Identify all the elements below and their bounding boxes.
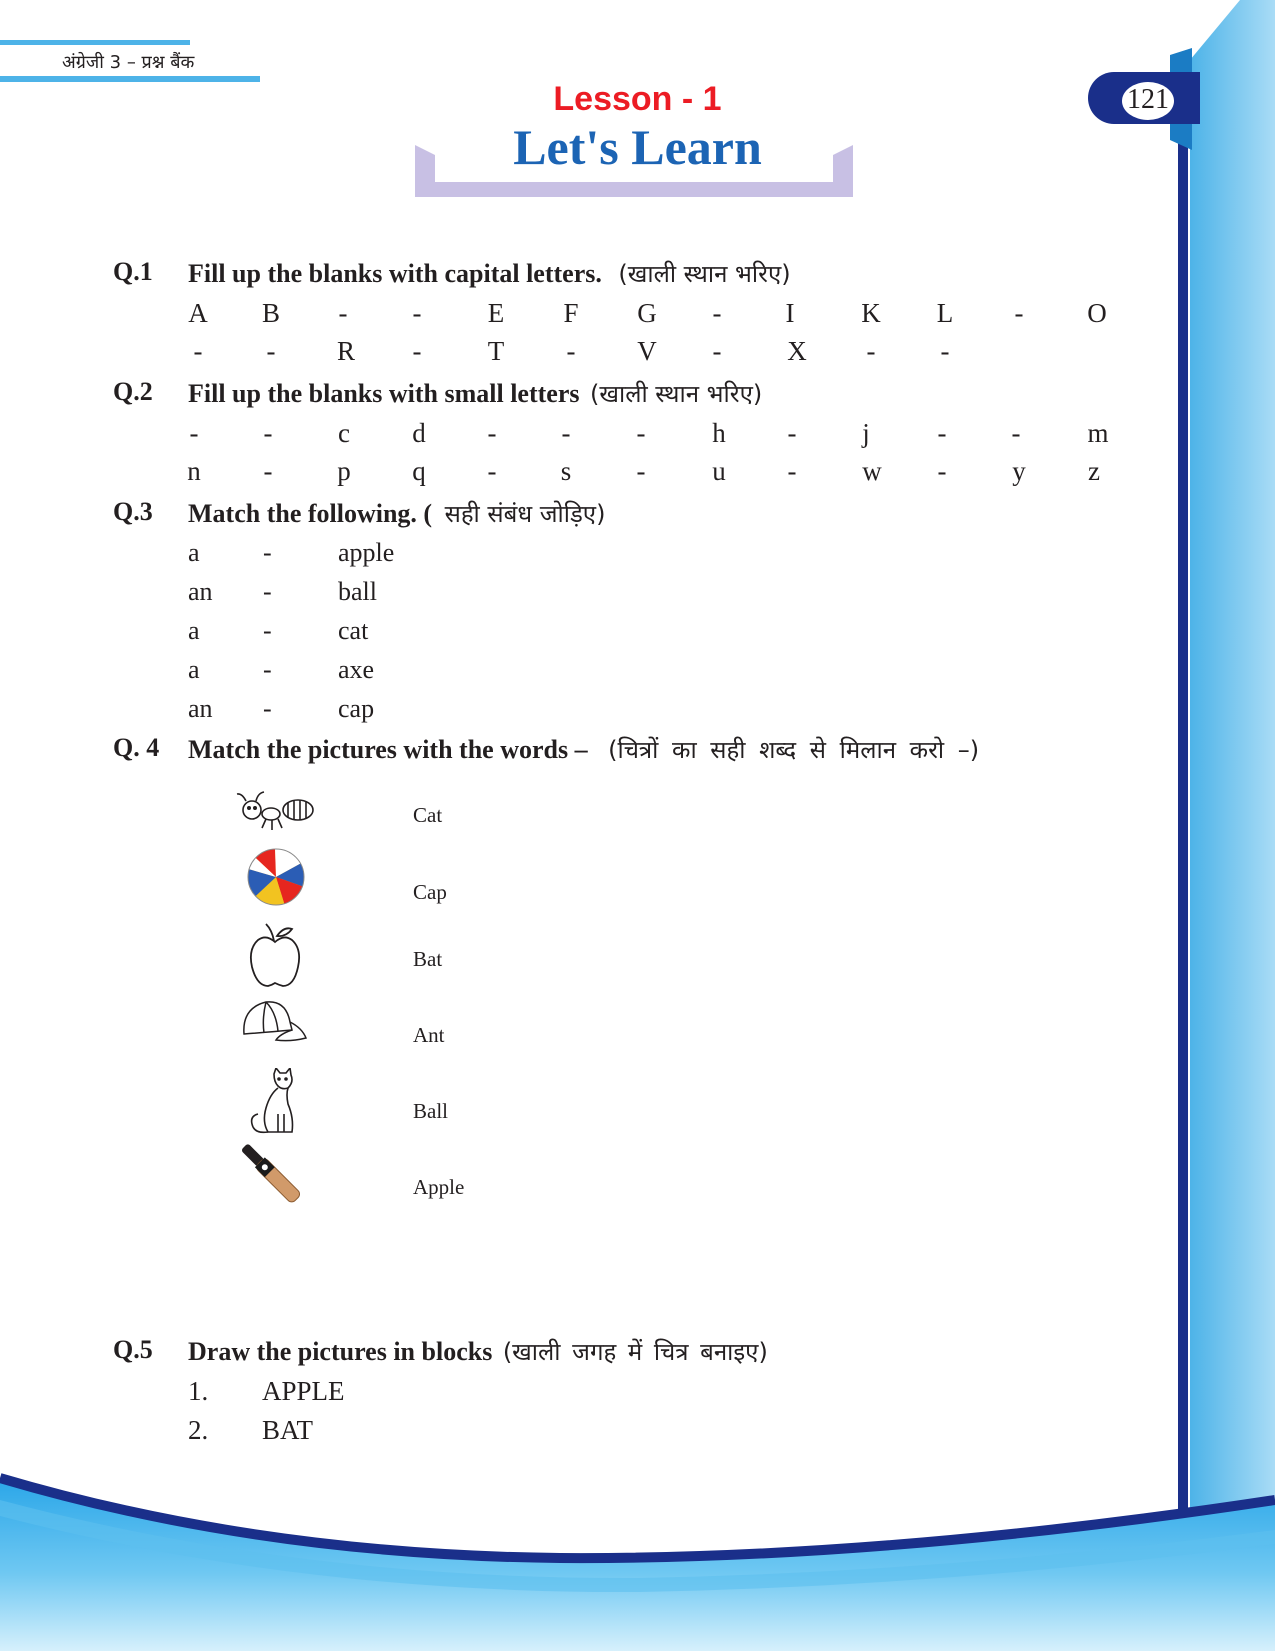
bottom-wave-decoration: [0, 1460, 1275, 1651]
pair-dash: -: [263, 616, 272, 645]
letter-cell: n: [187, 456, 201, 486]
letter-cell: -: [412, 298, 422, 328]
letter-cell: -: [263, 456, 273, 486]
letter-cell: -: [866, 336, 876, 366]
ant-picture: [236, 790, 316, 832]
letter-cell: -: [712, 336, 722, 366]
letter-cell: -: [937, 456, 947, 486]
letter-cell: u: [712, 456, 726, 486]
header-breadcrumb: अंग्रेजी 3 – प्रश्न बैंक: [62, 52, 195, 73]
letter-cell: z: [1088, 456, 1100, 486]
letter-cell: -: [412, 336, 422, 366]
pair-article: a: [188, 616, 200, 645]
pair-noun: ball: [338, 577, 377, 606]
q3-text: [188, 497, 605, 530]
q5-item-number: 1.: [188, 1376, 209, 1406]
letter-cell: -: [193, 336, 203, 366]
letter-cell: -: [266, 336, 276, 366]
match-word: Cat: [413, 803, 443, 827]
letter-cell: d: [412, 418, 426, 448]
q5-text: [188, 1335, 768, 1368]
pair-article: a: [188, 655, 200, 684]
ball-picture: [245, 848, 307, 906]
pair-dash: -: [263, 655, 272, 684]
pair-noun: cat: [338, 616, 369, 645]
q5-item-number: 2.: [188, 1415, 209, 1445]
letter-cell: I: [785, 298, 795, 328]
pair-noun: cap: [338, 694, 375, 723]
bat-picture: [240, 1140, 308, 1210]
letter-cell: F: [563, 298, 579, 328]
q1-text: [188, 257, 791, 290]
q5-english: Draw the pictures in blocks: [188, 1337, 493, 1366]
letter-cell: O: [1087, 298, 1107, 328]
lesson-title: Let's Learn: [513, 119, 762, 175]
q2-number: Q.2: [113, 377, 153, 406]
letter-cell: E: [487, 298, 505, 328]
letter-cell: R: [336, 336, 355, 366]
letter-cell: -: [1014, 298, 1024, 328]
letter-cell: -: [940, 336, 950, 366]
letter-cell: -: [487, 456, 497, 486]
letter-cell: -: [338, 298, 348, 328]
letter-cell: -: [636, 456, 646, 486]
letter-cell: w: [862, 456, 882, 486]
match-word: Apple: [413, 1175, 465, 1199]
pair-dash: -: [263, 694, 272, 723]
letter-cell: -: [787, 418, 797, 448]
letter-cell: -: [566, 336, 576, 366]
letter-cell: -: [712, 298, 722, 328]
letter-cell: B: [261, 298, 280, 328]
q2-hindi: (खाली स्थान भरिए): [589, 380, 763, 408]
match-word: Bat: [413, 947, 443, 971]
right-page-border: [1170, 0, 1275, 1651]
letter-cell: c: [338, 418, 350, 448]
match-word: Cap: [413, 880, 447, 904]
q4-hindi: (चित्रों का सही शब्द से मिलान करो –): [608, 736, 980, 764]
letter-cell: -: [561, 418, 571, 448]
q5-number: Q.5: [113, 1335, 153, 1364]
match-word: Ant: [413, 1023, 445, 1047]
page-number: 121: [1127, 84, 1169, 115]
header-accent-line: [0, 40, 190, 45]
q5-item-word: APPLE: [262, 1376, 345, 1406]
q4-text: [188, 733, 979, 766]
letter-cell: -: [636, 418, 646, 448]
q4-number: Q. 4: [113, 733, 160, 762]
cat-picture: [248, 1068, 302, 1138]
lesson-number: Lesson - 1: [553, 80, 722, 118]
letter-cell: h: [712, 418, 726, 448]
pair-article: an: [188, 577, 213, 606]
letter-cell: j: [862, 418, 870, 448]
q1-number: Q.1: [113, 257, 153, 286]
letter-cell: p: [337, 456, 351, 486]
letter-cell: -: [937, 418, 947, 448]
letter-cell: X: [787, 336, 807, 366]
pair-noun: axe: [338, 655, 375, 684]
letter-cell: q: [412, 456, 426, 486]
q2-english: Fill up the blanks with small letters: [188, 379, 580, 408]
title-underline-bracket: [415, 145, 853, 197]
letter-cell: V: [637, 336, 657, 366]
letter-cell: -: [1011, 418, 1021, 448]
letter-cell: T: [487, 336, 505, 366]
q3-hindi: सही संबंध जोड़िए): [444, 500, 606, 528]
letter-cell: -: [189, 418, 199, 448]
letter-cell: -: [263, 418, 273, 448]
q5-item-word: BAT: [262, 1415, 314, 1445]
pair-dash: -: [263, 538, 272, 567]
letter-cell: A: [188, 298, 208, 328]
q2-text: [188, 377, 762, 410]
letter-cell: -: [787, 456, 797, 486]
letter-cell: m: [1087, 418, 1109, 448]
letter-cell: s: [560, 456, 572, 486]
pair-noun: apple: [338, 538, 395, 567]
pair-dash: -: [263, 577, 272, 606]
letter-cell: y: [1012, 456, 1026, 486]
pair-article: an: [188, 694, 213, 723]
q3-english: Match the following. (: [188, 499, 433, 528]
letter-cell: K: [861, 298, 881, 328]
q5-hindi: (खाली जगह में चित्र बनाइए): [502, 1338, 768, 1366]
q1-hindi: (खाली स्थान भरिए): [618, 260, 791, 288]
letter-cell: -: [487, 418, 497, 448]
apple-picture: [246, 922, 304, 990]
letter-cell: G: [637, 298, 657, 328]
q4-english: Match the pictures with the words –: [188, 735, 588, 764]
q3-number: Q.3: [113, 497, 153, 526]
letter-cell: L: [936, 298, 954, 328]
cap-picture: [240, 998, 308, 1048]
match-word: Ball: [413, 1099, 448, 1123]
q1-english: Fill up the blanks with capital letters.: [188, 259, 602, 288]
pair-article: a: [188, 538, 200, 567]
